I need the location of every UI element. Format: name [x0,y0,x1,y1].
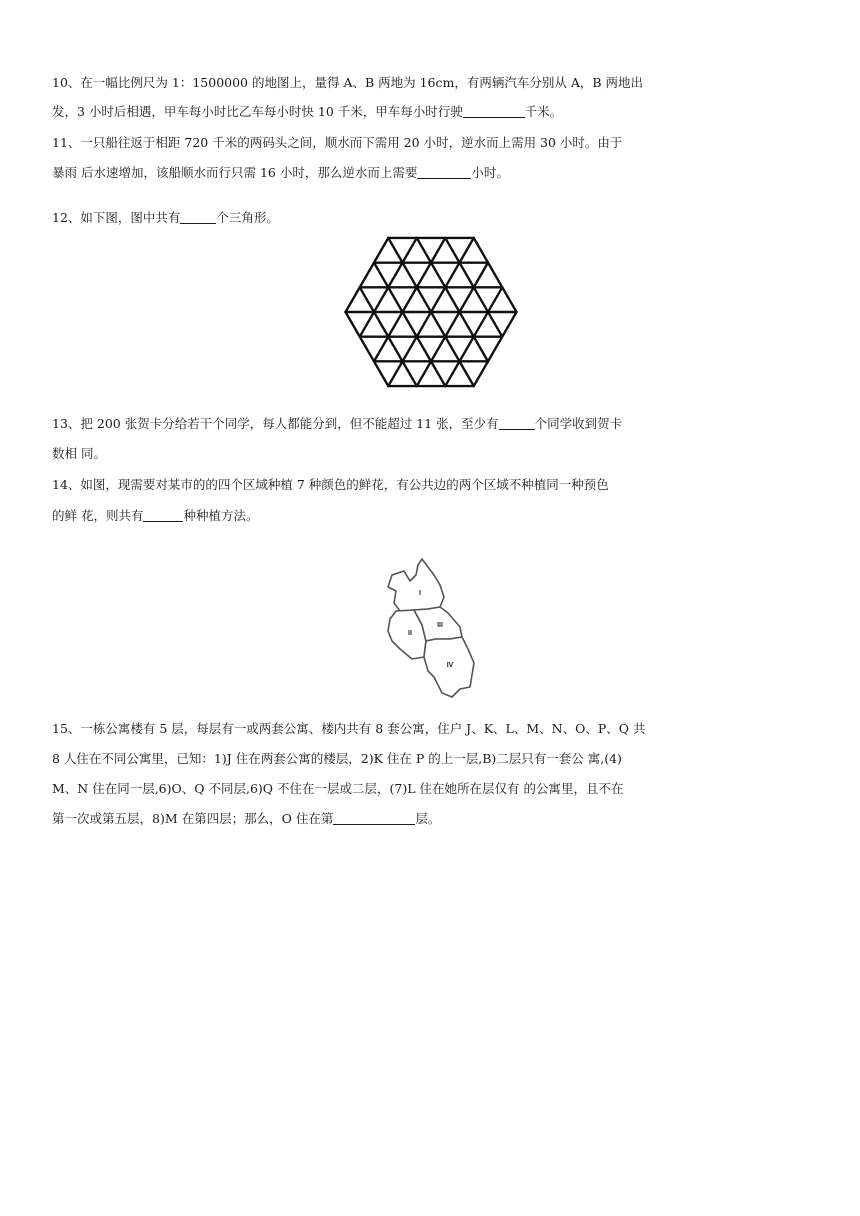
q11-line-1: 11、一只船往返于相距 720 千米的两码头之间，顺水而下需用 20 小时，逆水而上需用 30 小时。由于 [52,135,623,150]
q14-line-2: 的鲜 花，则共有 种种植方法。 [52,508,259,523]
grid-line [417,263,488,386]
q14-answer-blank[interactable] [143,509,183,522]
q15-line-4: 第一次或第五层，8)M 在第四层；那么，O 住在第 层。 [52,811,441,826]
region-label-1: I [419,590,421,597]
grid-line [374,263,445,386]
region-label-3: III [437,622,443,629]
q13-line-1: 13、把 200 张贺卡分给若干个同学，每人都能分到，但不能超过 11 张，至少有 个同学收到贺卡 [52,416,623,431]
region-label-2: II [408,630,412,637]
grid-line [417,238,488,361]
q14-line-1: 14、如图，现需要对某市的的四个区域种植 7 种颜色的鲜花，有公共边的两个区域不种植同一种预色 [52,477,609,492]
region-label-4: IV [446,662,454,669]
q15-answer-blank[interactable] [333,812,415,825]
grid-line [374,238,445,361]
q15-line-2: 8 人住在不同公寓里，已知：1)J 住在两套公寓的楼层，2)K 住在 P 的上一层,B)二层只有一套公 寓,(4) [52,751,622,766]
q10-line-2: 发，3 小时后相遇，甲车每小时比乙车每小时快 10 千米，甲车每小时行驶 千米。 [52,104,563,119]
q10-line-1: 10、在一幅比例尺为 1：1500000 的地图上，量得 A、B 两地为 16cm，有两辆汽车分别从 A，B 两地出 [52,75,644,90]
q11-line-2: 暴雨 后水速增加，该船顺水而行只需 16 小时，那么逆水而上需要 小时。 [52,165,509,180]
q13-line-2: 数相 同。 [52,446,106,461]
q11-answer-blank[interactable] [417,166,471,179]
hexagon-triangle-grid-figure [330,226,532,398]
q12-line-1: 12、如下图，图中共有 个三角形。 [52,210,279,225]
map-region-1 [388,559,444,611]
q15-line-1: 15、一栋公寓楼有 5 层，每层有一或两套公寓、楼内共有 8 套公寓，住户 J、K、L、M、N、O、P、Q 共 [52,721,646,736]
q12-answer-blank[interactable] [180,211,216,224]
four-region-map-figure [378,553,482,705]
q10-answer-blank[interactable] [463,105,525,118]
q13-answer-blank[interactable] [499,417,535,430]
q15-line-3: M、N 住在同一层,6)O、Q 不同层,6)Q 不住在一层或二层，(7)L 住在她所在层仅有 的公寓里，且不在 [52,781,624,796]
